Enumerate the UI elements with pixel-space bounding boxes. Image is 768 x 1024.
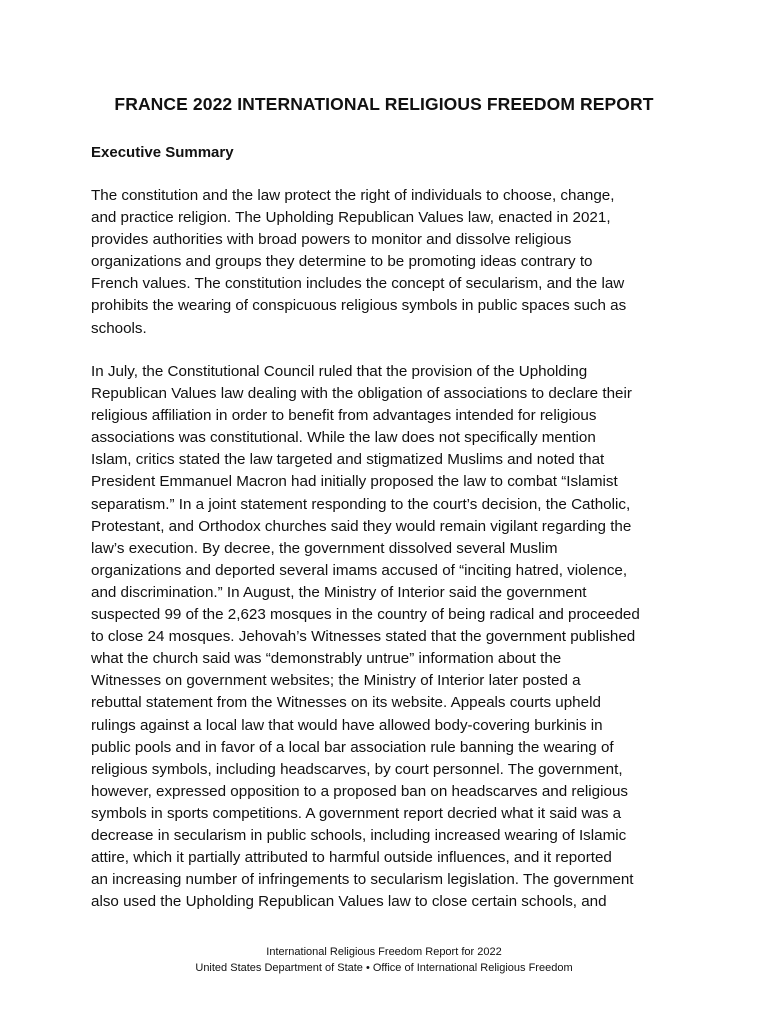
paragraph-line: what the church said was “demonstrably untrue” information about the (91, 650, 562, 668)
paragraph-line: religious symbols, including headscarves, by court personnel. The government, (91, 760, 623, 778)
paragraph-line: President Emmanuel Macron had initially proposed the law to combat “Islamist (91, 473, 618, 491)
paragraph-line: to close 24 mosques. Jehovah’s Witnesses stated that the government published (91, 628, 636, 646)
paragraph-line: and practice religion. The Upholding Republican Values law, enacted in 2021, (91, 209, 611, 227)
paragraph-line: an increasing number of infringements to secularism legislation. The government (91, 871, 634, 889)
paragraph-line: symbols in sports competitions. A government report decried what it said was a (91, 804, 622, 822)
paragraph-line: organizations and deported several imams accused of “inciting hatred, violence, (91, 561, 628, 579)
footer-report-name: International Religious Freedom Report for 2022 (266, 946, 502, 958)
paragraph-line: organizations and groups they determine to be promoting ideas contrary to (91, 253, 593, 271)
paragraph-line: Islam, critics stated the law targeted and stigmatized Muslims and noted that (91, 451, 605, 469)
paragraph-line: also used the Upholding Republican Values law to close certain schools, and (91, 893, 607, 911)
paragraph-line: schools. (91, 319, 147, 337)
paragraph-line: law’s execution. By decree, the government dissolved several Muslim (91, 539, 558, 557)
paragraph-2 (91, 361, 691, 913)
paragraph-line: provides authorities with broad powers to monitor and dissolve religious (91, 231, 572, 249)
paragraph-line: rulings against a local law that would have allowed body-covering burkinis in (91, 716, 603, 734)
paragraph-line: Republican Values law dealing with the obligation of associations to declare their (91, 385, 632, 403)
paragraph-line: In July, the Constitutional Council ruled that the provision of the Upholding (91, 363, 588, 380)
section-heading: Executive Summary (91, 144, 234, 161)
paragraph-line: separatism.” In a joint statement responding to the court’s decision, the Catholic, (91, 495, 631, 513)
report-title: FRANCE 2022 INTERNATIONAL RELIGIOUS FREEDOM REPORT (114, 94, 654, 114)
paragraph-line: Witnesses on government websites; the Ministry of Interior later posted a (91, 672, 581, 690)
paragraph-line: French values. The constitution includes the concept of secularism, and the law (91, 275, 625, 293)
paragraph-line: The constitution and the law protect the right of individuals to choose, change, (91, 187, 615, 204)
paragraph-line: and discrimination.” In August, the Ministry of Interior said the government (91, 583, 587, 601)
paragraph-line: Protestant, and Orthodox churches said they would remain vigilant regarding the (91, 517, 632, 535)
paragraph-line: public pools and in favor of a local bar association rule banning the wearing of (91, 738, 614, 756)
paragraph-line: suspected 99 of the 2,623 mosques in the country of being radical and proceeded (91, 606, 640, 624)
paragraph-line: decrease in secularism in public schools, including increased wearing of Islamic (91, 826, 627, 844)
paragraph-line: prohibits the wearing of conspicuous religious symbols in public spaces such as (91, 297, 627, 315)
paragraph-line: attire, which it partially attributed to harmful outside influences, and it reported (91, 849, 612, 867)
footer-department: United States Department of State • Office of International Religious Freedom (195, 962, 573, 974)
paragraph-1 (91, 185, 691, 340)
paragraph-line: religious affiliation in order to benefit from advantages intended for religious (91, 407, 597, 425)
paragraph-line: rebuttal statement from the Witnesses on its website. Appeals courts upheld (91, 694, 601, 712)
paragraph-line: associations was constitutional. While the law does not specifically mention (91, 429, 596, 447)
paragraph-line: however, expressed opposition to a proposed ban on headscarves and religious (91, 782, 628, 800)
